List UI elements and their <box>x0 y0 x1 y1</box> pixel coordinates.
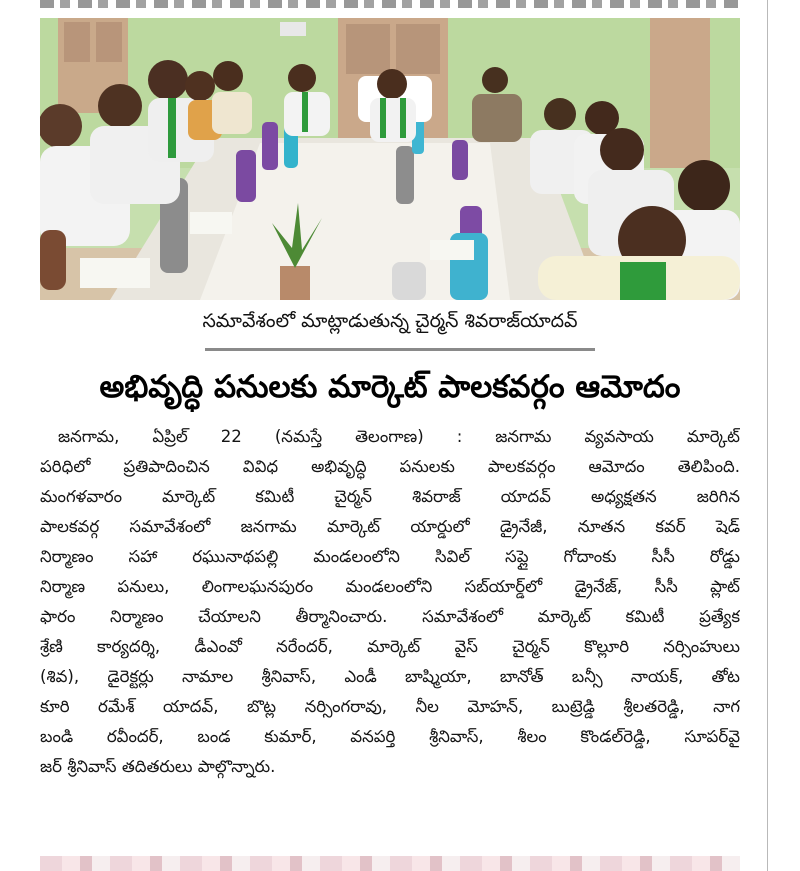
photo-caption: సమావేశంలో మాట్లాడుతున్న చైర్మన్ శివరాజ్‌యాదవ్ <box>202 310 578 332</box>
body-line: శ్రేణి కార్యదర్శి, డీఎంవో నరేందర్, మార్కెట్ వైస్ చైర్మన్ కొల్లూరి నర్సింహులు <box>40 637 740 656</box>
previous-article-cut-text <box>40 0 740 10</box>
article-headline: అభివృద్ధి పనులకు మార్కెట్ పాలకవర్గం ఆమోదం <box>99 369 681 405</box>
caption-divider <box>205 348 595 351</box>
body-line: జనగామ, ఏప్రిల్ 22 (నమస్తే తెలంగాణ) : జనగామ వ్యవసాయ మార్కెట్ <box>58 427 740 446</box>
page-column-rule <box>767 0 768 871</box>
article-body <box>40 422 740 782</box>
body-line: జర్ శ్రీనివాస్ తదితరులు పాల్గొన్నారు. <box>40 757 276 776</box>
next-article-image-strip <box>40 856 740 871</box>
body-line: బండి రవీందర్, బండ కుమార్, వనపర్తి శ్రీనివాస్, శీలం కొండల్‌రెడ్డి, సూపర్‌వై <box>40 727 740 746</box>
body-line: పరిధిలో ప్రతిపాదించిన వివిధ అభివృద్ధి పనులకు పాలకవర్గం ఆమోదం తెలిపింది. <box>40 457 740 476</box>
body-line: పాలకవర్గ సమావేశంలో జనగామ మార్కెట్ యార్డులో డ్రైనేజీ, నూతన కవర్ షెడ్ <box>40 517 740 536</box>
meeting-photo <box>40 18 740 300</box>
body-line: నిర్మాణం సహా రఘునాథపల్లి మండలంలోని సివిల్ సప్లై గోదాంకు సీసీ రోడ్డు <box>40 547 740 566</box>
body-line: నిర్మాణ పనులు, లింగాలఘనపురం మండలంలోని సబ్‌యార్డ్‌లో డ్రైనేజ్, సీసీ ప్లాట్ <box>40 577 740 596</box>
body-line: మంగళవారం మార్కెట్ కమిటీ చైర్మన్ శివరాజ్ యాదవ్ అధ్యక్షతన జరిగిన <box>40 487 740 506</box>
body-line: ఫారం నిర్మాణం చేయాలని తీర్మానించారు. సమావేశంలో మార్కెట్ కమిటీ ప్రత్యేక <box>40 607 740 626</box>
body-line: కూరి రమేశ్ యాదవ్, బొట్ల నర్సింగరావు, నీల మోహన్, బుట్రెడ్డి శ్రీలతరెడ్డి, నాగ <box>40 697 740 716</box>
body-line: (శివ), డైరెక్టర్లు నామాల శ్రీనివాస్, ఎండీ బాష్మియా, బానోత్ బన్సీ నాయక్, తోట <box>40 667 740 686</box>
